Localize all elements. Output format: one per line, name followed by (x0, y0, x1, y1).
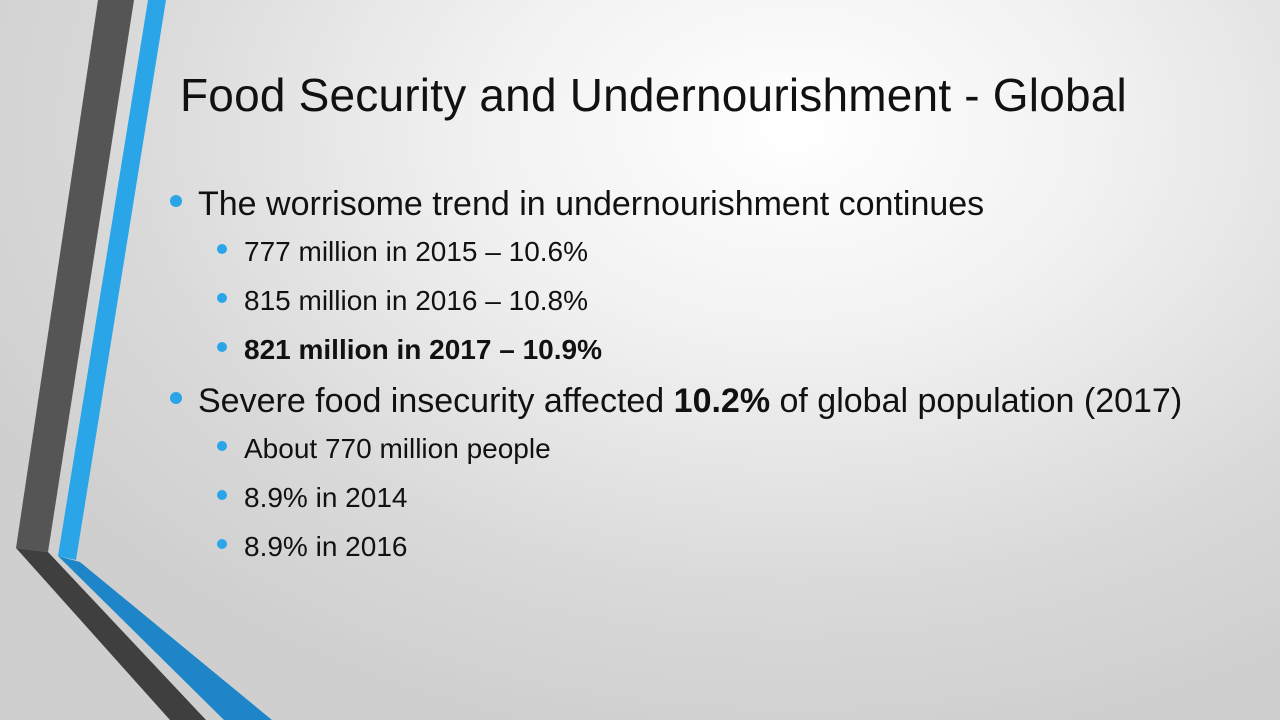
sub-bullet-people (168, 433, 1208, 465)
sub-bullet-2016-insecurity (168, 531, 1208, 563)
bullet-dot-icon (217, 490, 227, 500)
sub-bullet-2014 (168, 482, 1208, 514)
bullet-dot-icon (170, 392, 182, 404)
bullet-text-highlight: 10.2% (673, 382, 771, 420)
bullet-dot-icon (217, 441, 227, 451)
bullet-text-after: of global population (2017) (770, 382, 1183, 420)
bullet-list (168, 186, 1208, 580)
bullet-text-before: Severe food insecurity affected (198, 382, 674, 420)
bullet-dot-icon (170, 195, 182, 207)
slide-title: Food Security and Undernourishment - Global (180, 69, 1127, 121)
sub-bullet-text: 821 million in 2017 – 10.9% (244, 334, 602, 365)
sub-bullet-2017 (168, 334, 1208, 366)
sub-bullet-2016 (168, 285, 1208, 317)
sub-bullet-text: 8.9% in 2016 (244, 531, 408, 562)
bullet-dot-icon (217, 293, 227, 303)
bullet-severe-food-insecurity (168, 383, 1208, 419)
sub-bullet-text: 777 million in 2015 – 10.6% (244, 236, 589, 267)
bullet-dot-icon (217, 342, 227, 352)
bullet-dot-icon (217, 539, 227, 549)
sub-bullet-text: 815 million in 2016 – 10.8% (244, 285, 589, 316)
bullet-dot-icon (217, 244, 227, 254)
sub-bullet-2015 (168, 236, 1208, 268)
bullet-text: The worrisome trend in undernourishment continues (198, 185, 985, 223)
sub-bullet-text: 8.9% in 2014 (244, 482, 408, 513)
sub-bullet-text: About 770 million people (244, 433, 551, 464)
bullet-undernourishment-trend (168, 186, 1208, 222)
